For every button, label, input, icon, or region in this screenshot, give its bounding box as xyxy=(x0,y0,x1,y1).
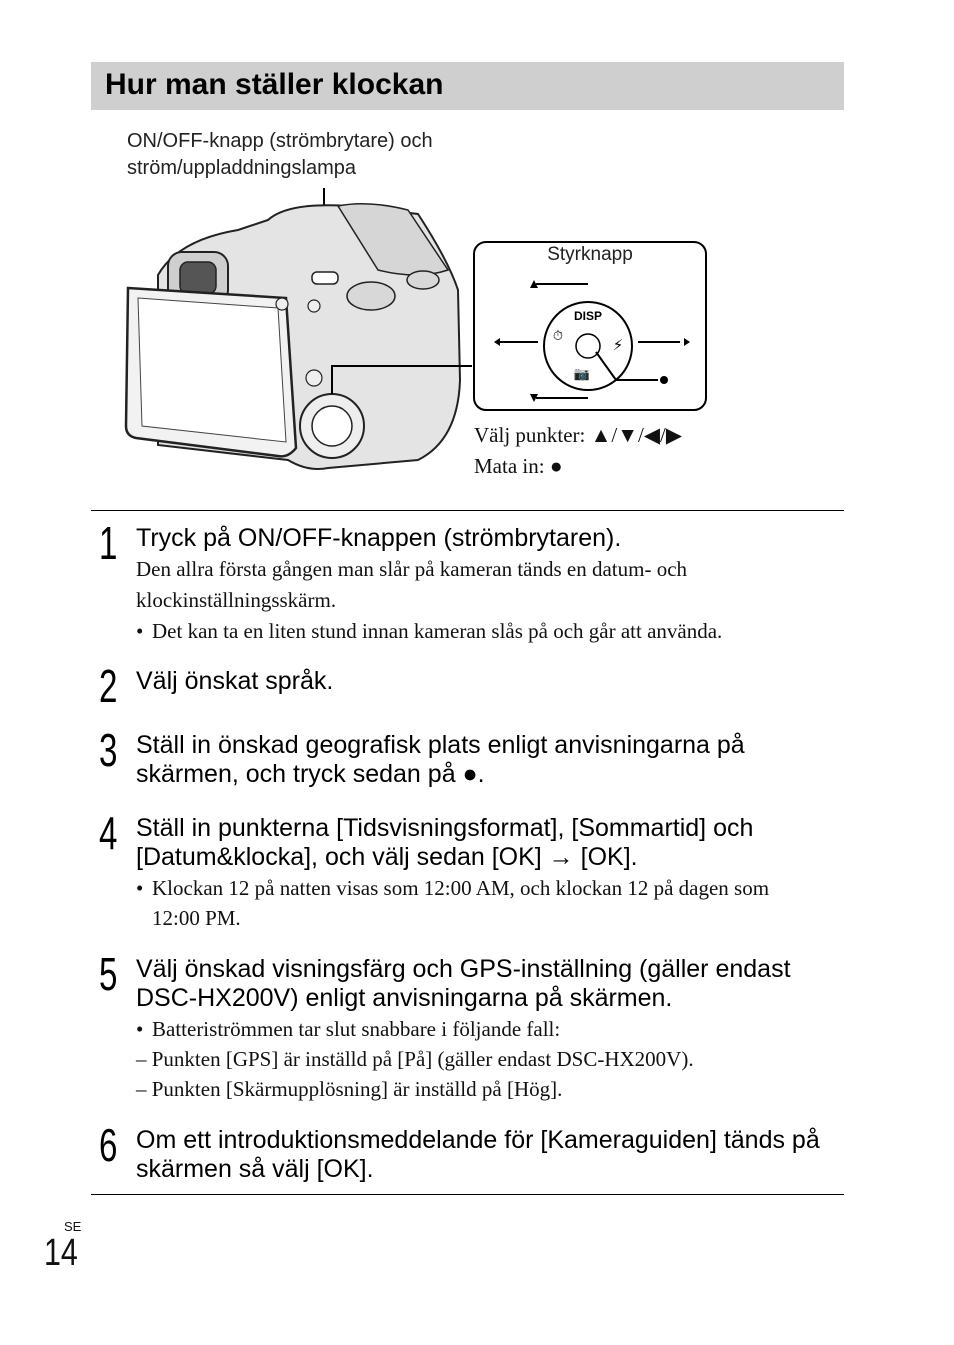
section-heading: Hur man ställer klockan xyxy=(105,68,444,101)
step-subitem: – Punkten [GPS] är inställd på [På] (gäller endast DSC-HX200V). xyxy=(136,1047,694,1071)
section-heading-bar xyxy=(91,62,844,110)
page-number: 14 xyxy=(44,1232,78,1274)
disp-label: DISP xyxy=(573,309,603,323)
center-button-icon xyxy=(576,334,600,358)
step-number: 2 xyxy=(99,660,118,712)
step-title: Tryck på ON/OFF-knappen (strömbrytaren). xyxy=(136,524,622,552)
step-number: 4 xyxy=(99,807,118,859)
step-number: 1 xyxy=(99,517,118,569)
step-subitem: – Punkten [Skärmupplösning] är inställd på [Hög]. xyxy=(136,1077,563,1101)
step-title: Välj önskat språk. xyxy=(136,667,334,695)
step-title: Ställ in punkterna [Tidsvisningsformat], [Sommartid] och [Datum&klocka], och välj sedan [OK] → [OK]. xyxy=(136,814,754,871)
step-title: Ställ in önskad geografisk plats enligt anvisningarna på skärmen, och tryck sedan på ●. xyxy=(136,731,745,788)
flash-icon: ⚡ xyxy=(612,336,624,354)
power-button-icon xyxy=(312,272,338,284)
language-code: SE xyxy=(64,1219,82,1234)
camera-mode-icon: 📷 xyxy=(573,367,591,382)
enter-caption: Mata in: ● xyxy=(474,454,563,478)
step-number: 3 xyxy=(99,724,118,776)
self-timer-icon: ⏱ xyxy=(552,329,564,344)
enter-dot-icon xyxy=(660,376,668,384)
control-title: Styrknapp xyxy=(547,244,633,265)
step-title: Om ett introduktionsmeddelande för [Kameraguiden] tänds på skärmen så välj [OK]. xyxy=(136,1126,820,1183)
step-number: 6 xyxy=(99,1119,118,1171)
step-body: Den allra första gången man slår på kameran tänds en datum- och klockinställningsskärm. xyxy=(136,557,688,612)
bottom-divider xyxy=(91,1194,844,1195)
power-button-label: ON/OFF-knapp (strömbrytare) och ström/uppladdningslampa xyxy=(127,130,433,179)
step-number: 5 xyxy=(99,948,118,1000)
select-caption: Välj punkter: ▲/▼/◀/▶ xyxy=(474,423,683,447)
step-title: Välj önskad visningsfärg och GPS-inställning (gäller endast DSC-HX200V) enligt anvisningarna på skärmen. xyxy=(136,955,791,1012)
top-divider xyxy=(91,510,844,511)
